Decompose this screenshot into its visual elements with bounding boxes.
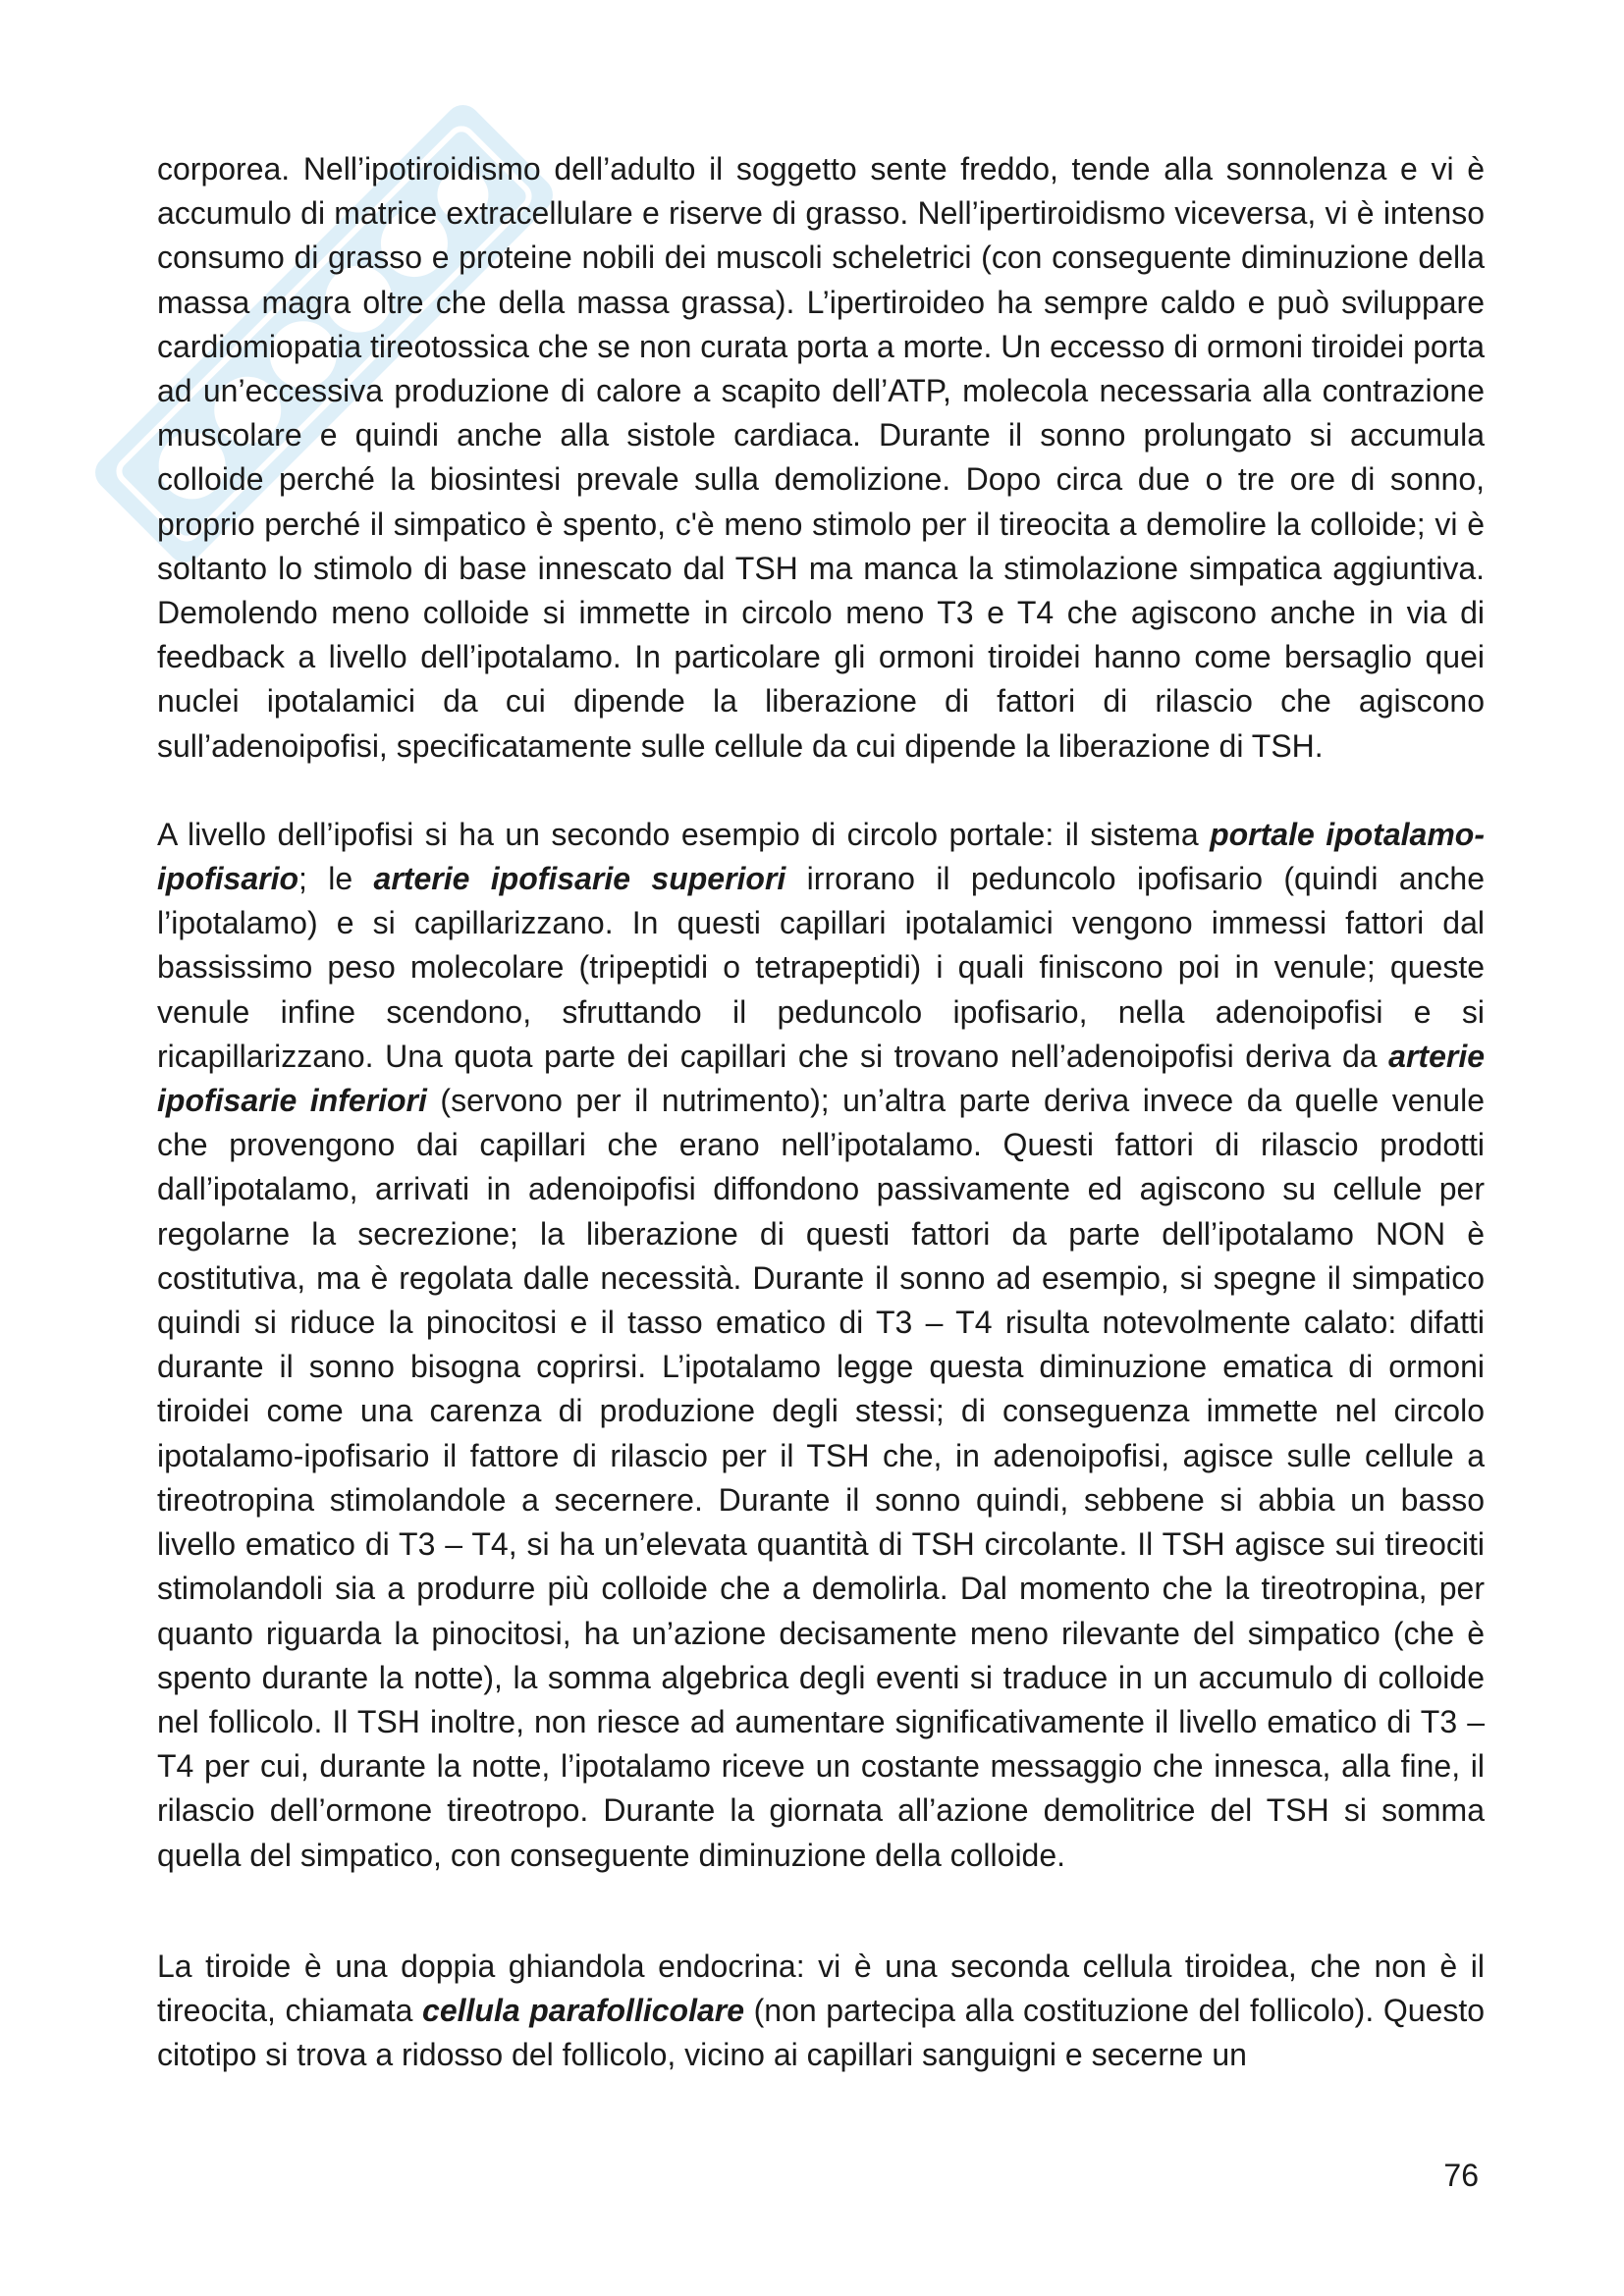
text-segment: corporea. Nell’ipotiroidismo dell’adulto il soggetto sente freddo, tende alla sonnolenza e vi è accumulo di matrice extracellulare e riserve di grasso. Nell’ipertiroidismo viceversa, vi è intenso consumo di grasso e proteine nobili dei muscoli scheletrici (con conseguente diminuzione della massa magra oltre che della massa grassa). L’ipertiroideo ha sempre caldo e può sviluppare cardiomiopatia tireotossica che se non curata porta a morte. Un eccesso di ormoni tiroidei porta ad un’eccessiva produzione di calore a scapito dell’ATP, molecola necessaria alla contrazione muscolare e quindi anche alla sistole cardiaca. Durante il sonno prolungato si accumula colloide perché la biosintesi prevale sulla demolizione. Dopo circa due o tre ore di sonno, proprio perché il simpatico è spento, c'è meno stimolo per il tireocita a demolire la colloide; vi è soltanto lo stimolo di base innescato dal TSH ma manca la stimolazione simpatica aggiuntiva. Demolendo meno colloide si immette in circolo meno T3 e T4 che agiscono anche in via di feedback a livello dell’ipotalamo. In particolare gli ormoni tiroidei hanno come bersaglio quei nuclei ipotalamici da cui dipende la liberazione di fattori di rilascio che agiscono sull’adenoipofisi, specificatamente sulle cellule da cui dipende la liberazione di TSH. [157,151,1485,764]
text-segment: (non partecipa alla costituzione del follicolo). Questo citotipo si trova a ridosso del follicolo, vicino ai capillari sanguigni e secerne un [157,1992,1486,2073]
text-segment: La tiroide è una doppia ghiandola endocrina: vi è una seconda cellula tiroidea, che non è il tireocita, chiamata [157,1948,1485,2028]
text-segment: A livello dell’ipofisi si ha un secondo esempio di circolo portale: il sistema [157,816,1211,852]
page-number: 76 [1443,2158,1479,2193]
paragraph-hypophyseal-portal-system [157,813,1485,1878]
emphasis-term: arterie ipofisarie inferiori [157,1038,1485,1119]
document-page [157,147,1485,2077]
text-segment: (servono per il nutrimento); un’altra parte deriva invece da quelle venule che provengono dai capillari che erano nell’ipotalamo. Questi fattori di rilascio prodotti dall’ipotalamo, arrivati in adenoipofisi diffondono passivamente ed agiscono su cellule per regolarne la secrezione; la liberazione di questi fattori da parte dell’ipotalamo NON è costitutiva, ma è regolata dalle necessità. Durante il sonno ad esempio, si spegne il simpatico quindi si riduce la pinocitosi e il tasso ematico di T3 – T4 risulta notevolmente calato: difatti durante il sonno bisogna coprirsi. L’ipotalamo legge questa diminuzione ematica di ormoni tiroidei come una carenza di produzione degli stessi; di conseguenza immette nel circolo ipotalamo-ipofisario il fattore di rilascio per il TSH che, in adenoipofisi, agisce sulle cellule a tireotropina stimolandole a secernere. Durante il sonno quindi, sebbene si abbia un basso livello ematico di T3 – T4, si ha un’elevata quantità di TSH circolante. Il TSH agisce sui tireociti stimolandoli sia a produrre più colloide che a demolirla. Dal momento che la tireotropina, per quanto riguarda la pinocitosi, ha un’azione decisamente meno rilevante del simpatico (che è spento durante la notte), la somma algebrica degli eventi si traduce in un accumulo di colloide nel follicolo. Il TSH inoltre, non riesce ad aumentare significativamente il livello ematico di T3 – T4 per cui, durante la notte, l’ipotalamo riceve un costante messaggio che innesca, alla fine, il rilascio dell’ormone tireotropo. Durante la giornata all’azione demolitrice del TSH si somma quella del simpatico, con conseguente diminuzione della colloide. [157,1083,1486,1873]
paragraph-thyroid-metabolism [157,147,1485,769]
paragraph-parafollicular-cell [157,1945,1485,2078]
emphasis-term: cellula parafollicolare [422,1992,745,2028]
text-segment: irrorano il peduncolo ipofisario (quindi anche l’ipotalamo) e si capillarizzano. In questi capillari ipotalamici vengono immessi fattori dal bassissimo peso molecolare (tripeptidi o tetrapeptidi) i quali finiscono poi in venule; queste venule infine scendono, sfruttando il peduncolo ipofisario, nella adenoipofisi e si ricapillarizzano. Una quota parte dei capillari che si trovano nell’adenoipofisi deriva da [157,861,1485,1074]
emphasis-term: portale ipotalamo-ipofisario [157,816,1486,897]
text-segment: ; le [298,861,374,897]
emphasis-term: arterie ipofisarie superiori [373,861,786,897]
